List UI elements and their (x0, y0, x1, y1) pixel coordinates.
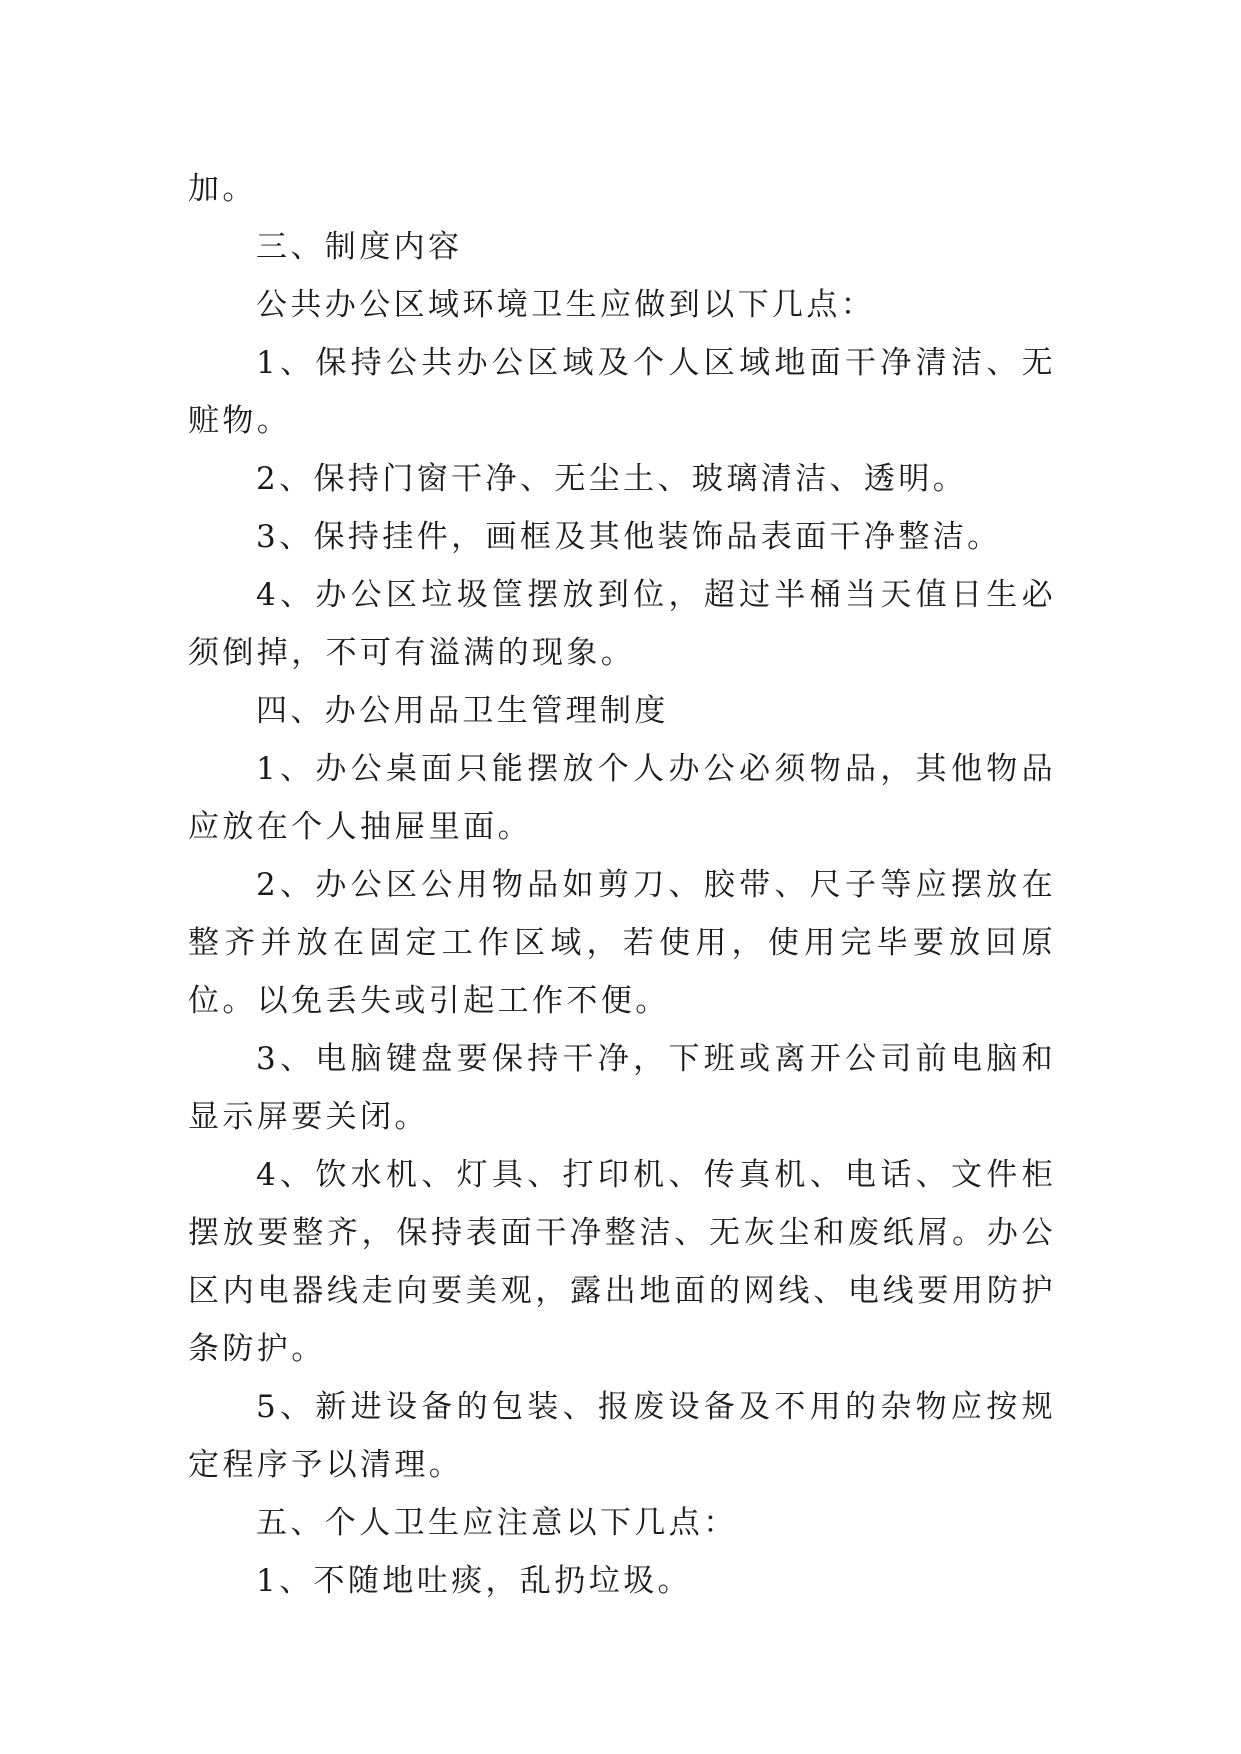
list-item: 3、保持挂件，画框及其他装饰品表面干净整洁。 (256, 519, 1002, 555)
list-item: 3、电脑键盘要保持干净，下班或离开公司前电脑和显示屏要关闭。 (188, 1041, 1056, 1135)
paragraph-continuation: 加。 (188, 171, 257, 207)
list-item: 4、饮水机、灯具、打印机、传真机、电话、文件柜摆放要整齐，保持表面干净整洁、无灰尘和废纸屑。办公区内电器线走向要美观，露出地面的网线、电线要用防护条防护。 (188, 1157, 1056, 1367)
section-heading-5: 五、个人卫生应注意以下几点： (256, 1505, 738, 1541)
document-body (188, 160, 1056, 1610)
paragraph-intro: 公共办公区域环境卫生应做到以下几点： (256, 287, 876, 323)
section-heading-4: 四、办公用品卫生管理制度 (256, 693, 669, 729)
list-item: 5、新进设备的包装、报废设备及不用的杂物应按规定程序予以清理。 (188, 1389, 1056, 1483)
list-item: 4、办公区垃圾筐摆放到位，超过半桶当天值日生必须倒掉，不可有溢满的现象。 (188, 577, 1056, 671)
list-item: 2、保持门窗干净、无尘土、玻璃清洁、透明。 (256, 461, 968, 497)
list-item: 1、保持公共办公区域及个人区域地面干净清洁、无赃物。 (188, 345, 1056, 439)
list-item: 1、办公桌面只能摆放个人办公必须物品，其他物品应放在个人抽屉里面。 (188, 751, 1056, 845)
list-item: 2、办公区公用物品如剪刀、胶带、尺子等应摆放在整齐并放在固定工作区域，若使用，使用完毕要放回原位。以免丢失或引起工作不便。 (188, 867, 1056, 1019)
section-heading-3: 三、制度内容 (256, 229, 463, 265)
list-item: 1、不随地吐痰，乱扔垃圾。 (256, 1563, 692, 1599)
